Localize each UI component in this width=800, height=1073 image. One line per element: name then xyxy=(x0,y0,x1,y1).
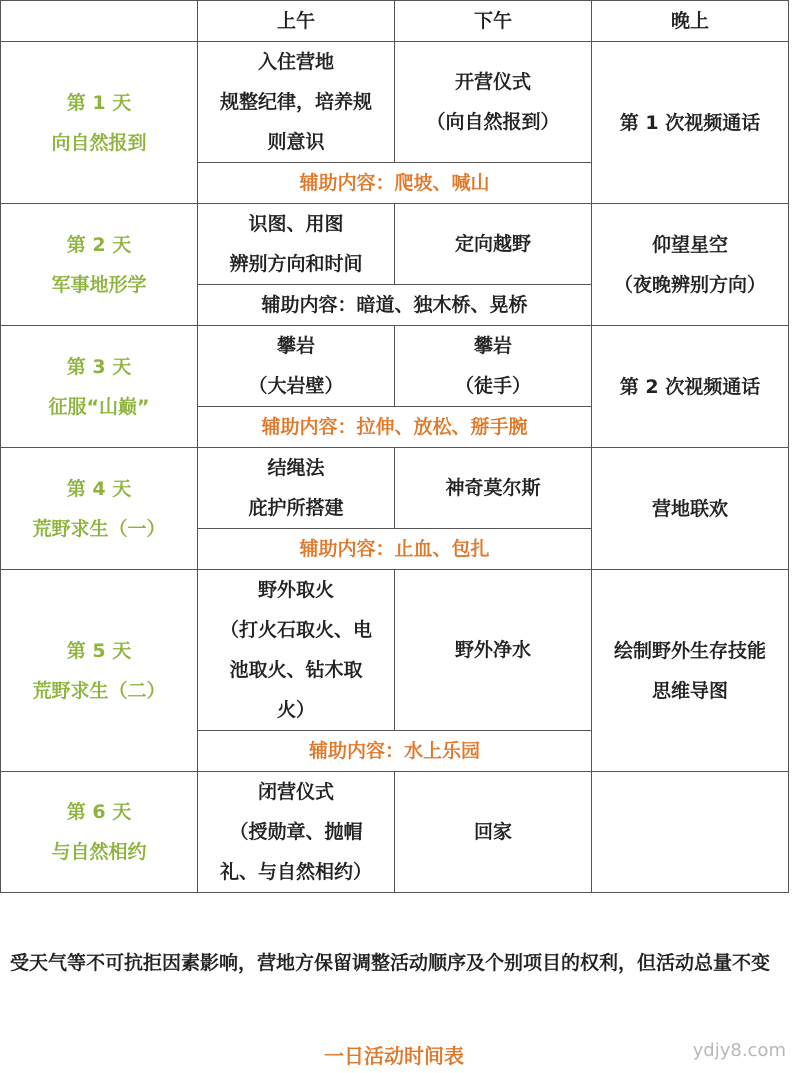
header-row xyxy=(1,1,789,42)
aux-content: 辅助内容：拉伸、放松、掰手腕 xyxy=(198,407,592,448)
morning-cell xyxy=(198,448,395,529)
day-cell xyxy=(1,326,198,448)
footer-title: 一日活动时间表 xyxy=(324,1044,464,1068)
day-cell xyxy=(1,448,198,570)
morning-line: 火） xyxy=(276,699,315,721)
day-row xyxy=(1,326,789,407)
evening-line: （夜晚辨别方向） xyxy=(613,273,766,296)
evening-line: 第 2 次视频通话 xyxy=(619,375,761,398)
morning-line: （大岩壁） xyxy=(248,375,344,397)
evening-cell xyxy=(592,772,789,893)
morning-cell xyxy=(198,570,395,731)
schedule-body xyxy=(1,42,789,893)
morning-line: 闭营仪式 xyxy=(257,781,334,803)
evening-line: 第 1 次视频通话 xyxy=(619,111,761,134)
header-blank xyxy=(1,1,198,42)
afternoon-cell xyxy=(395,772,592,893)
afternoon-line: （徒手） xyxy=(454,375,531,397)
morning-line: （授勋章、抛帽 xyxy=(229,821,363,843)
header-evening: 晚上 xyxy=(592,1,789,42)
day-number: 第 2 天 xyxy=(66,233,132,256)
aux-content: 辅助内容：水上乐园 xyxy=(198,731,592,772)
afternoon-cell xyxy=(395,448,592,529)
day-cell xyxy=(1,772,198,893)
evening-cell xyxy=(592,42,789,204)
afternoon-line: 神奇莫尔斯 xyxy=(445,477,541,499)
evening-cell xyxy=(592,204,789,326)
afternoon-cell xyxy=(395,204,592,285)
evening-line: 绘制野外生存技能 xyxy=(613,639,766,662)
evening-line: 营地联欢 xyxy=(651,497,728,520)
day-theme: 军事地形学 xyxy=(51,273,147,296)
day-cell xyxy=(1,204,198,326)
morning-line: 礼、与自然相约） xyxy=(219,861,372,883)
day-row xyxy=(1,570,789,731)
morning-line: 庇护所搭建 xyxy=(248,497,344,519)
afternoon-cell xyxy=(395,570,592,731)
morning-line: 攀岩 xyxy=(276,335,315,357)
evening-cell xyxy=(592,448,789,570)
day-row xyxy=(1,42,789,163)
day-theme: 与自然相约 xyxy=(51,841,147,863)
header-morning: 上午 xyxy=(198,1,395,42)
day-number: 第 6 天 xyxy=(66,801,132,823)
day-number: 第 5 天 xyxy=(66,639,132,662)
morning-line: 规整纪律，培养规 xyxy=(219,91,372,113)
aux-content: 辅助内容：暗道、独木桥、晃桥 xyxy=(198,285,592,326)
evening-cell xyxy=(592,326,789,448)
aux-content: 辅助内容：止血、包扎 xyxy=(198,529,592,570)
morning-line: 入住营地 xyxy=(257,51,334,73)
afternoon-line: 开营仪式 xyxy=(454,71,531,93)
day-theme: 征服“山巅” xyxy=(48,395,150,418)
day-row xyxy=(1,204,789,285)
afternoon-line: 定向越野 xyxy=(454,233,531,255)
morning-cell xyxy=(198,772,395,893)
watermark: ydjy8.com xyxy=(692,1040,786,1061)
afternoon-line: 野外净水 xyxy=(454,639,531,661)
morning-line: （打火石取火、电 xyxy=(219,619,372,641)
morning-line: 池取火、钻木取 xyxy=(229,659,363,681)
day-cell xyxy=(1,570,198,772)
morning-cell xyxy=(198,204,395,285)
day-theme: 向自然报到 xyxy=(51,131,147,154)
morning-line: 辨别方向和时间 xyxy=(229,253,363,275)
afternoon-line: 攀岩 xyxy=(473,335,512,357)
afternoon-line: 回家 xyxy=(473,821,512,843)
evening-line: 仰望星空 xyxy=(651,233,728,256)
afternoon-line: （向自然报到） xyxy=(426,111,560,133)
day-theme: 荒野求生（一） xyxy=(32,517,166,540)
morning-line: 结绳法 xyxy=(267,457,325,479)
day-number: 第 4 天 xyxy=(66,477,132,500)
morning-line: 野外取火 xyxy=(257,579,334,601)
day-row xyxy=(1,772,789,893)
day-cell xyxy=(1,42,198,204)
day-row xyxy=(1,448,789,529)
notice-text: 受天气等不可抗拒因素影响，营地方保留调整活动顺序及个别项目的权利，但活动总量不变 xyxy=(10,952,771,974)
morning-cell xyxy=(198,326,395,407)
day-number: 第 1 天 xyxy=(66,91,132,114)
morning-line: 则意识 xyxy=(267,131,325,153)
aux-content: 辅助内容：爬坡、喊山 xyxy=(198,163,592,204)
afternoon-cell xyxy=(395,42,592,163)
day-theme: 荒野求生（二） xyxy=(32,679,166,702)
afternoon-cell xyxy=(395,326,592,407)
morning-line: 识图、用图 xyxy=(248,213,344,235)
evening-line: 思维导图 xyxy=(651,679,728,702)
morning-cell xyxy=(198,42,395,163)
day-number: 第 3 天 xyxy=(66,355,132,378)
evening-cell xyxy=(592,570,789,772)
header-afternoon: 下午 xyxy=(395,1,592,42)
